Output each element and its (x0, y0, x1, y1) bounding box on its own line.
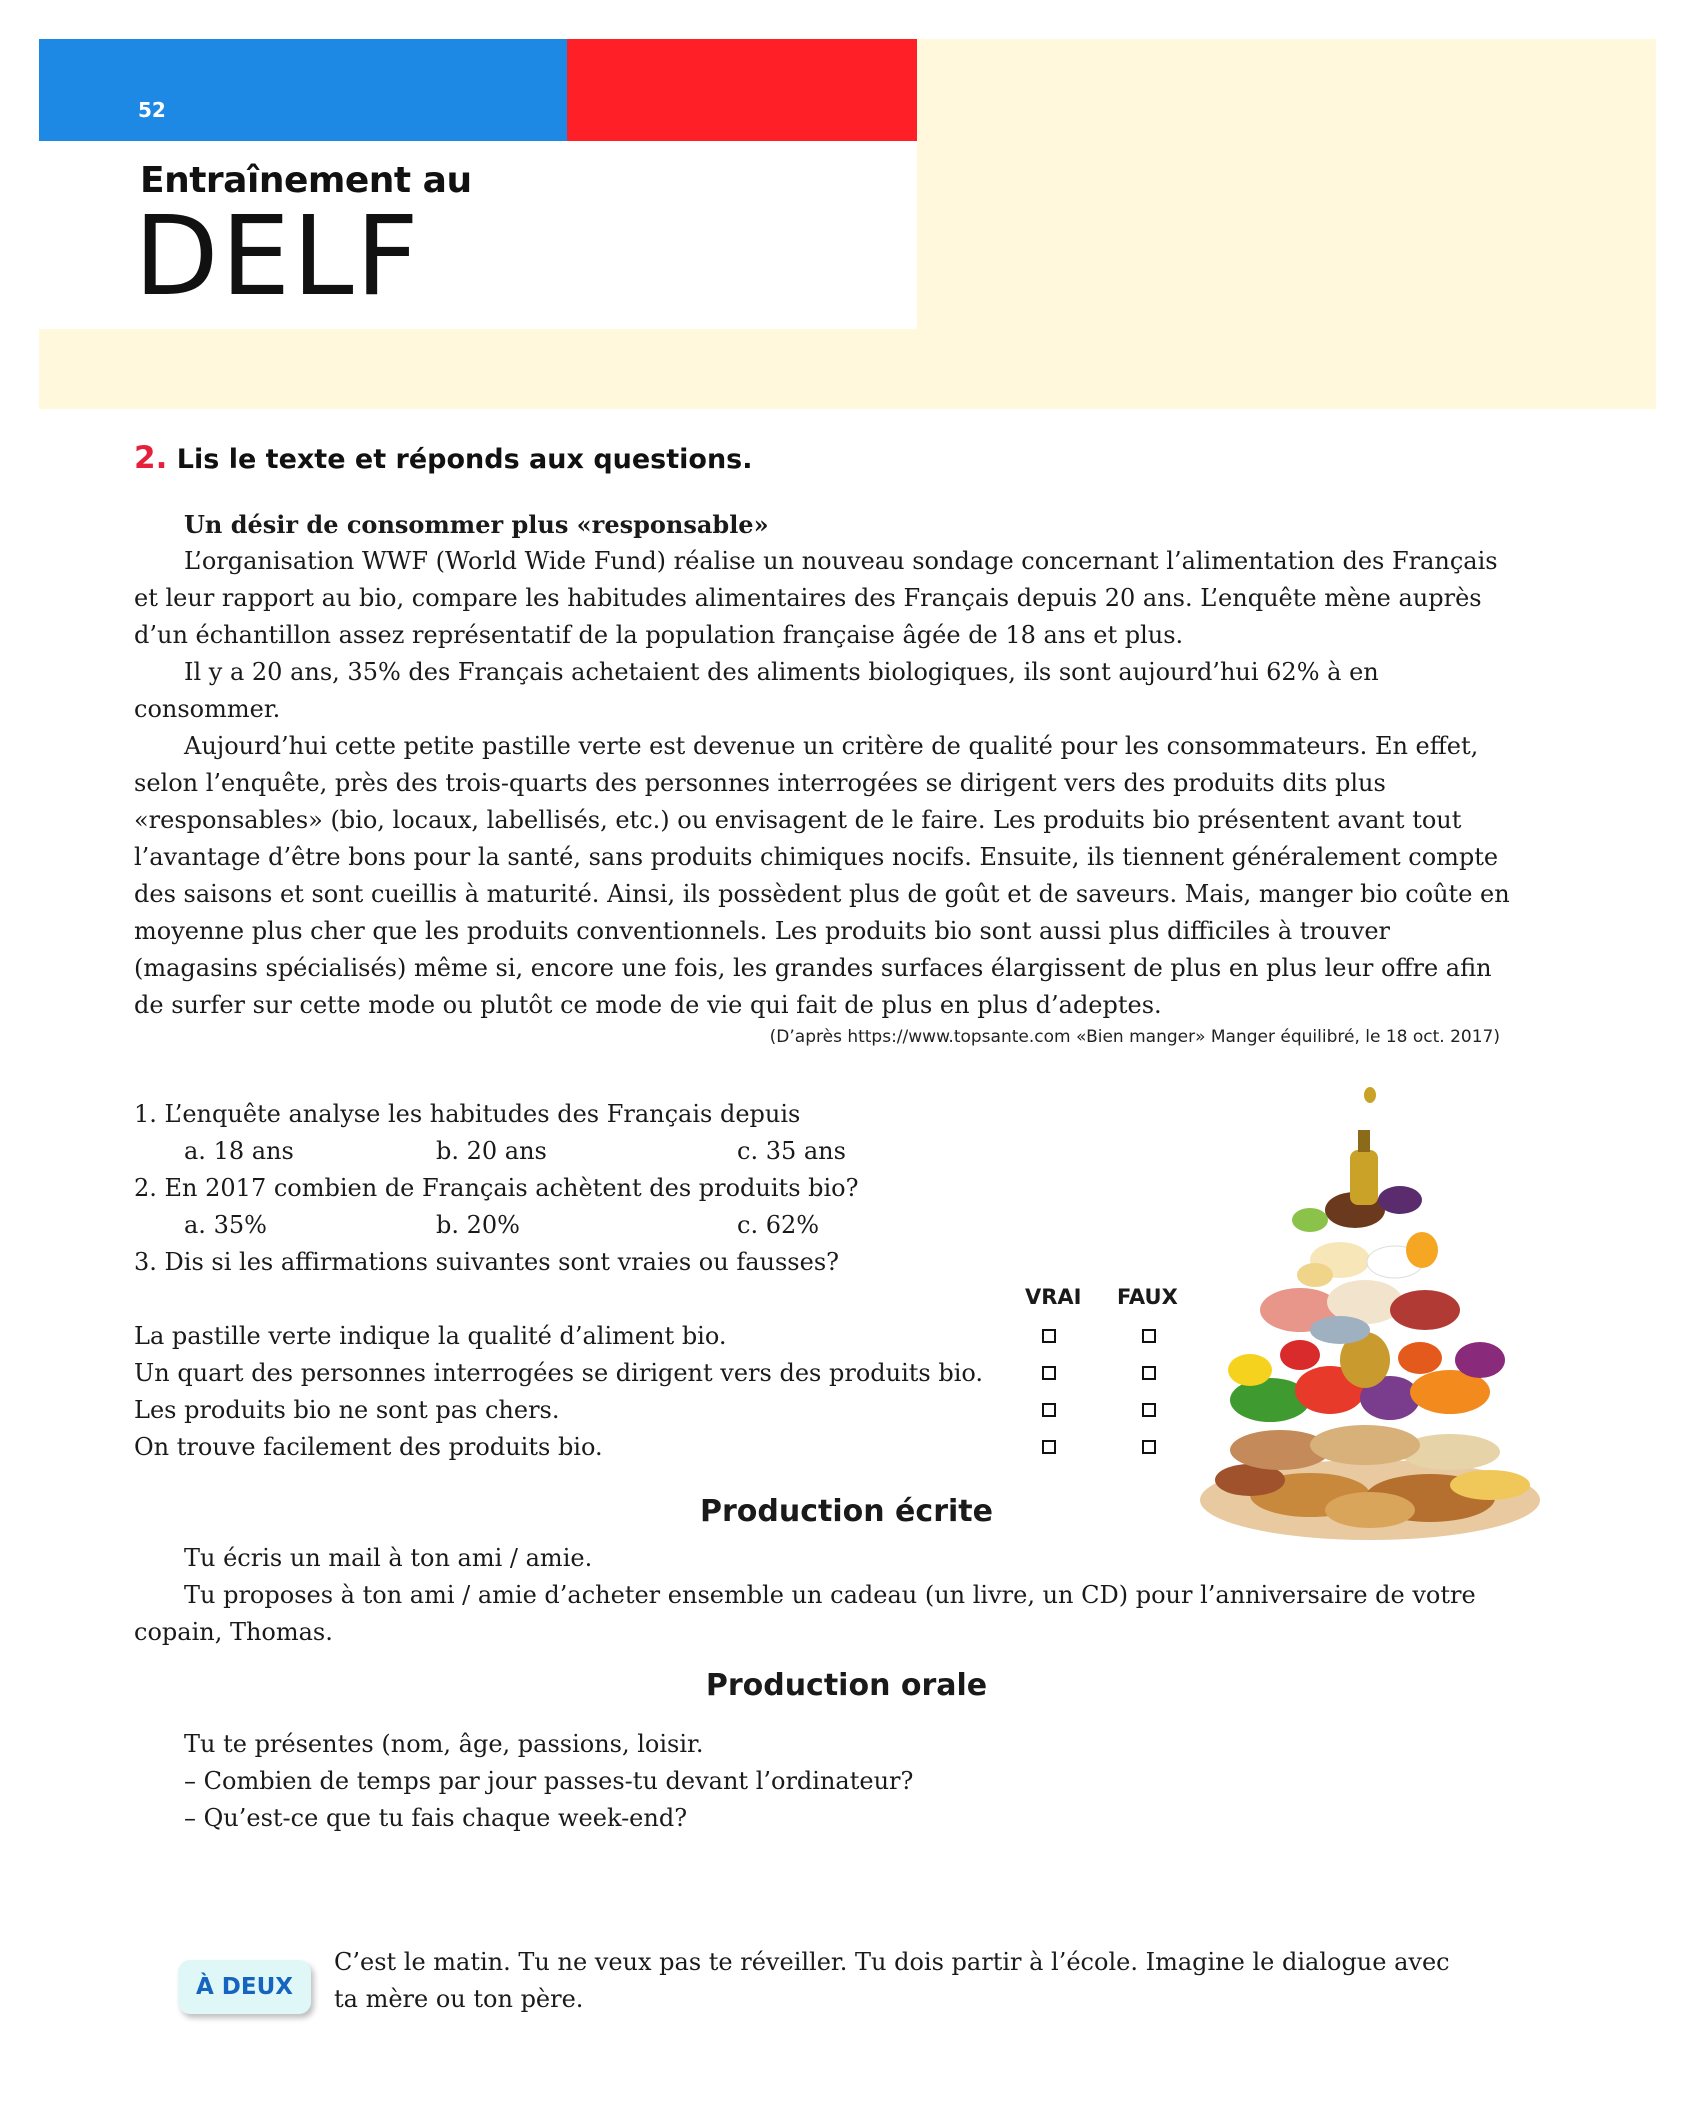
production-ecrite-text (134, 1540, 1514, 1651)
reading-paragraph-2: Il y a 20 ans, 35% des Français achetaient des aliments biologiques, ils sont aujourd’hui 62% à en consommer. (134, 658, 1379, 723)
a-deux-badge (178, 1960, 311, 2014)
production-orale-line-2: – Combien de temps par jour passes-tu devant l’ordinateur? (184, 1767, 914, 1795)
exercise-number: 2. (134, 440, 168, 476)
question-3: 3. Dis si les affirmations suivantes sont vraies ou fausses? (134, 1248, 840, 1276)
header-blue-band (39, 39, 567, 141)
statement-3: Les produits bio ne sont pas chers. (134, 1396, 560, 1424)
a-deux-text: C’est le matin. Tu ne veux pas te réveiller. Tu dois partir à l’école. Imagine le dialogue avec ta mère ou ton père. (334, 1948, 1450, 2013)
statement-4-faux-checkbox[interactable] (1142, 1440, 1156, 1454)
production-ecrite-line-2: Tu proposes à ton ami / amie d’acheter ensemble un cadeau (un livre, un CD) pour l’anniversaire de votre copain, Thomas. (134, 1581, 1476, 1646)
column-vrai: VRAI (1025, 1285, 1082, 1309)
question-1: 1. L’enquête analyse les habitudes des Français depuis (134, 1100, 801, 1128)
reading-text (134, 506, 1514, 1024)
statement-3-faux-checkbox[interactable] (1142, 1403, 1156, 1417)
production-orale-line-3: – Qu’est-ce que tu fais chaque week-end? (184, 1804, 688, 1832)
reading-paragraph-3: Aujourd’hui cette petite pastille verte est devenue un critère de qualité pour les consommateurs. En effet, selon l’enquête, près des trois-quarts des personnes interrogées se dirigent vers des produits dits plus «responsables» (bio, locaux, labellisés, etc.) ou envisagent de le faire. Les produits bio présentent avant tout l’avantage d’être bons pour la santé, sans produits chimiques nocifs. Ensuite, ils tiennent généralement compte des saisons et sont cueillis à maturité. Ainsi, ils possèdent plus de goût et de saveurs. Mais, manger bio coûte en moyenne plus cher que les produits conventionnels. Les produits bio sont aussi plus difficiles à trouver (magasins spécialisés) même si, encore une fois, les grandes surfaces élargissent de plus en plus leur offre afin de surfer sur cette mode ou plutôt ce mode de vie qui fait de plus en plus d’adeptes. (134, 732, 1510, 1019)
q1-option-b: b. 20 ans (436, 1137, 547, 1165)
statement-1-faux-checkbox[interactable] (1142, 1329, 1156, 1343)
statement-2-faux-checkbox[interactable] (1142, 1366, 1156, 1380)
statement-4: On trouve facilement des produits bio. (134, 1433, 603, 1461)
statement-2: Un quart des personnes interrogées se dirigent vers des produits bio. (134, 1359, 984, 1387)
exercise-heading (134, 440, 753, 476)
title-small: Entraînement au (140, 160, 472, 201)
production-orale-title: Production orale (705, 1668, 988, 1703)
reading-source: (D’après https://www.topsante.com «Bien manger» Manger équilibré, le 18 oct. 2017) (769, 1027, 1500, 1047)
statement-1: La pastille verte indique la qualité d’aliment bio. (134, 1322, 727, 1350)
title-big: DELF (134, 192, 421, 320)
reading-title: Un désir de consommer plus «responsable» (184, 510, 769, 539)
statement-4-vrai-checkbox[interactable] (1042, 1440, 1056, 1454)
q2-option-c: c. 62% (737, 1211, 820, 1239)
production-ecrite-line-1: Tu écris un mail à ton ami / amie. (184, 1544, 593, 1572)
header-red-band (567, 39, 917, 141)
reading-paragraph-1: L’organisation WWF (World Wide Fund) réalise un nouveau sondage concernant l’alimentation des Français et leur rapport au bio, compare les habitudes alimentaires des Français depuis 20 ans. L’enquête mène auprès d’un échantillon assez représentatif de la population française âgée de 18 ans et plus. (134, 547, 1498, 649)
production-orale-text (134, 1726, 1514, 1837)
statement-3-vrai-checkbox[interactable] (1042, 1403, 1056, 1417)
q2-option-a: a. 35% (184, 1211, 267, 1239)
statement-2-vrai-checkbox[interactable] (1042, 1366, 1056, 1380)
question-2: 2. En 2017 combien de Français achètent des produits bio? (134, 1174, 859, 1202)
production-orale-line-1: Tu te présentes (nom, âge, passions, loisir. (184, 1730, 704, 1758)
food-pyramid-image (1190, 1080, 1550, 1550)
q2-option-b: b. 20% (436, 1211, 520, 1239)
production-ecrite-title: Production écrite (700, 1494, 993, 1529)
q1-option-c: c. 35 ans (737, 1137, 846, 1165)
statement-1-vrai-checkbox[interactable] (1042, 1329, 1056, 1343)
a-deux-label: À DEUX (195, 1974, 294, 2000)
q1-option-a: a. 18 ans (184, 1137, 294, 1165)
column-faux: FAUX (1117, 1285, 1178, 1309)
exercise-instruction: Lis le texte et réponds aux questions. (176, 444, 753, 475)
page-number: 52 (138, 98, 166, 122)
